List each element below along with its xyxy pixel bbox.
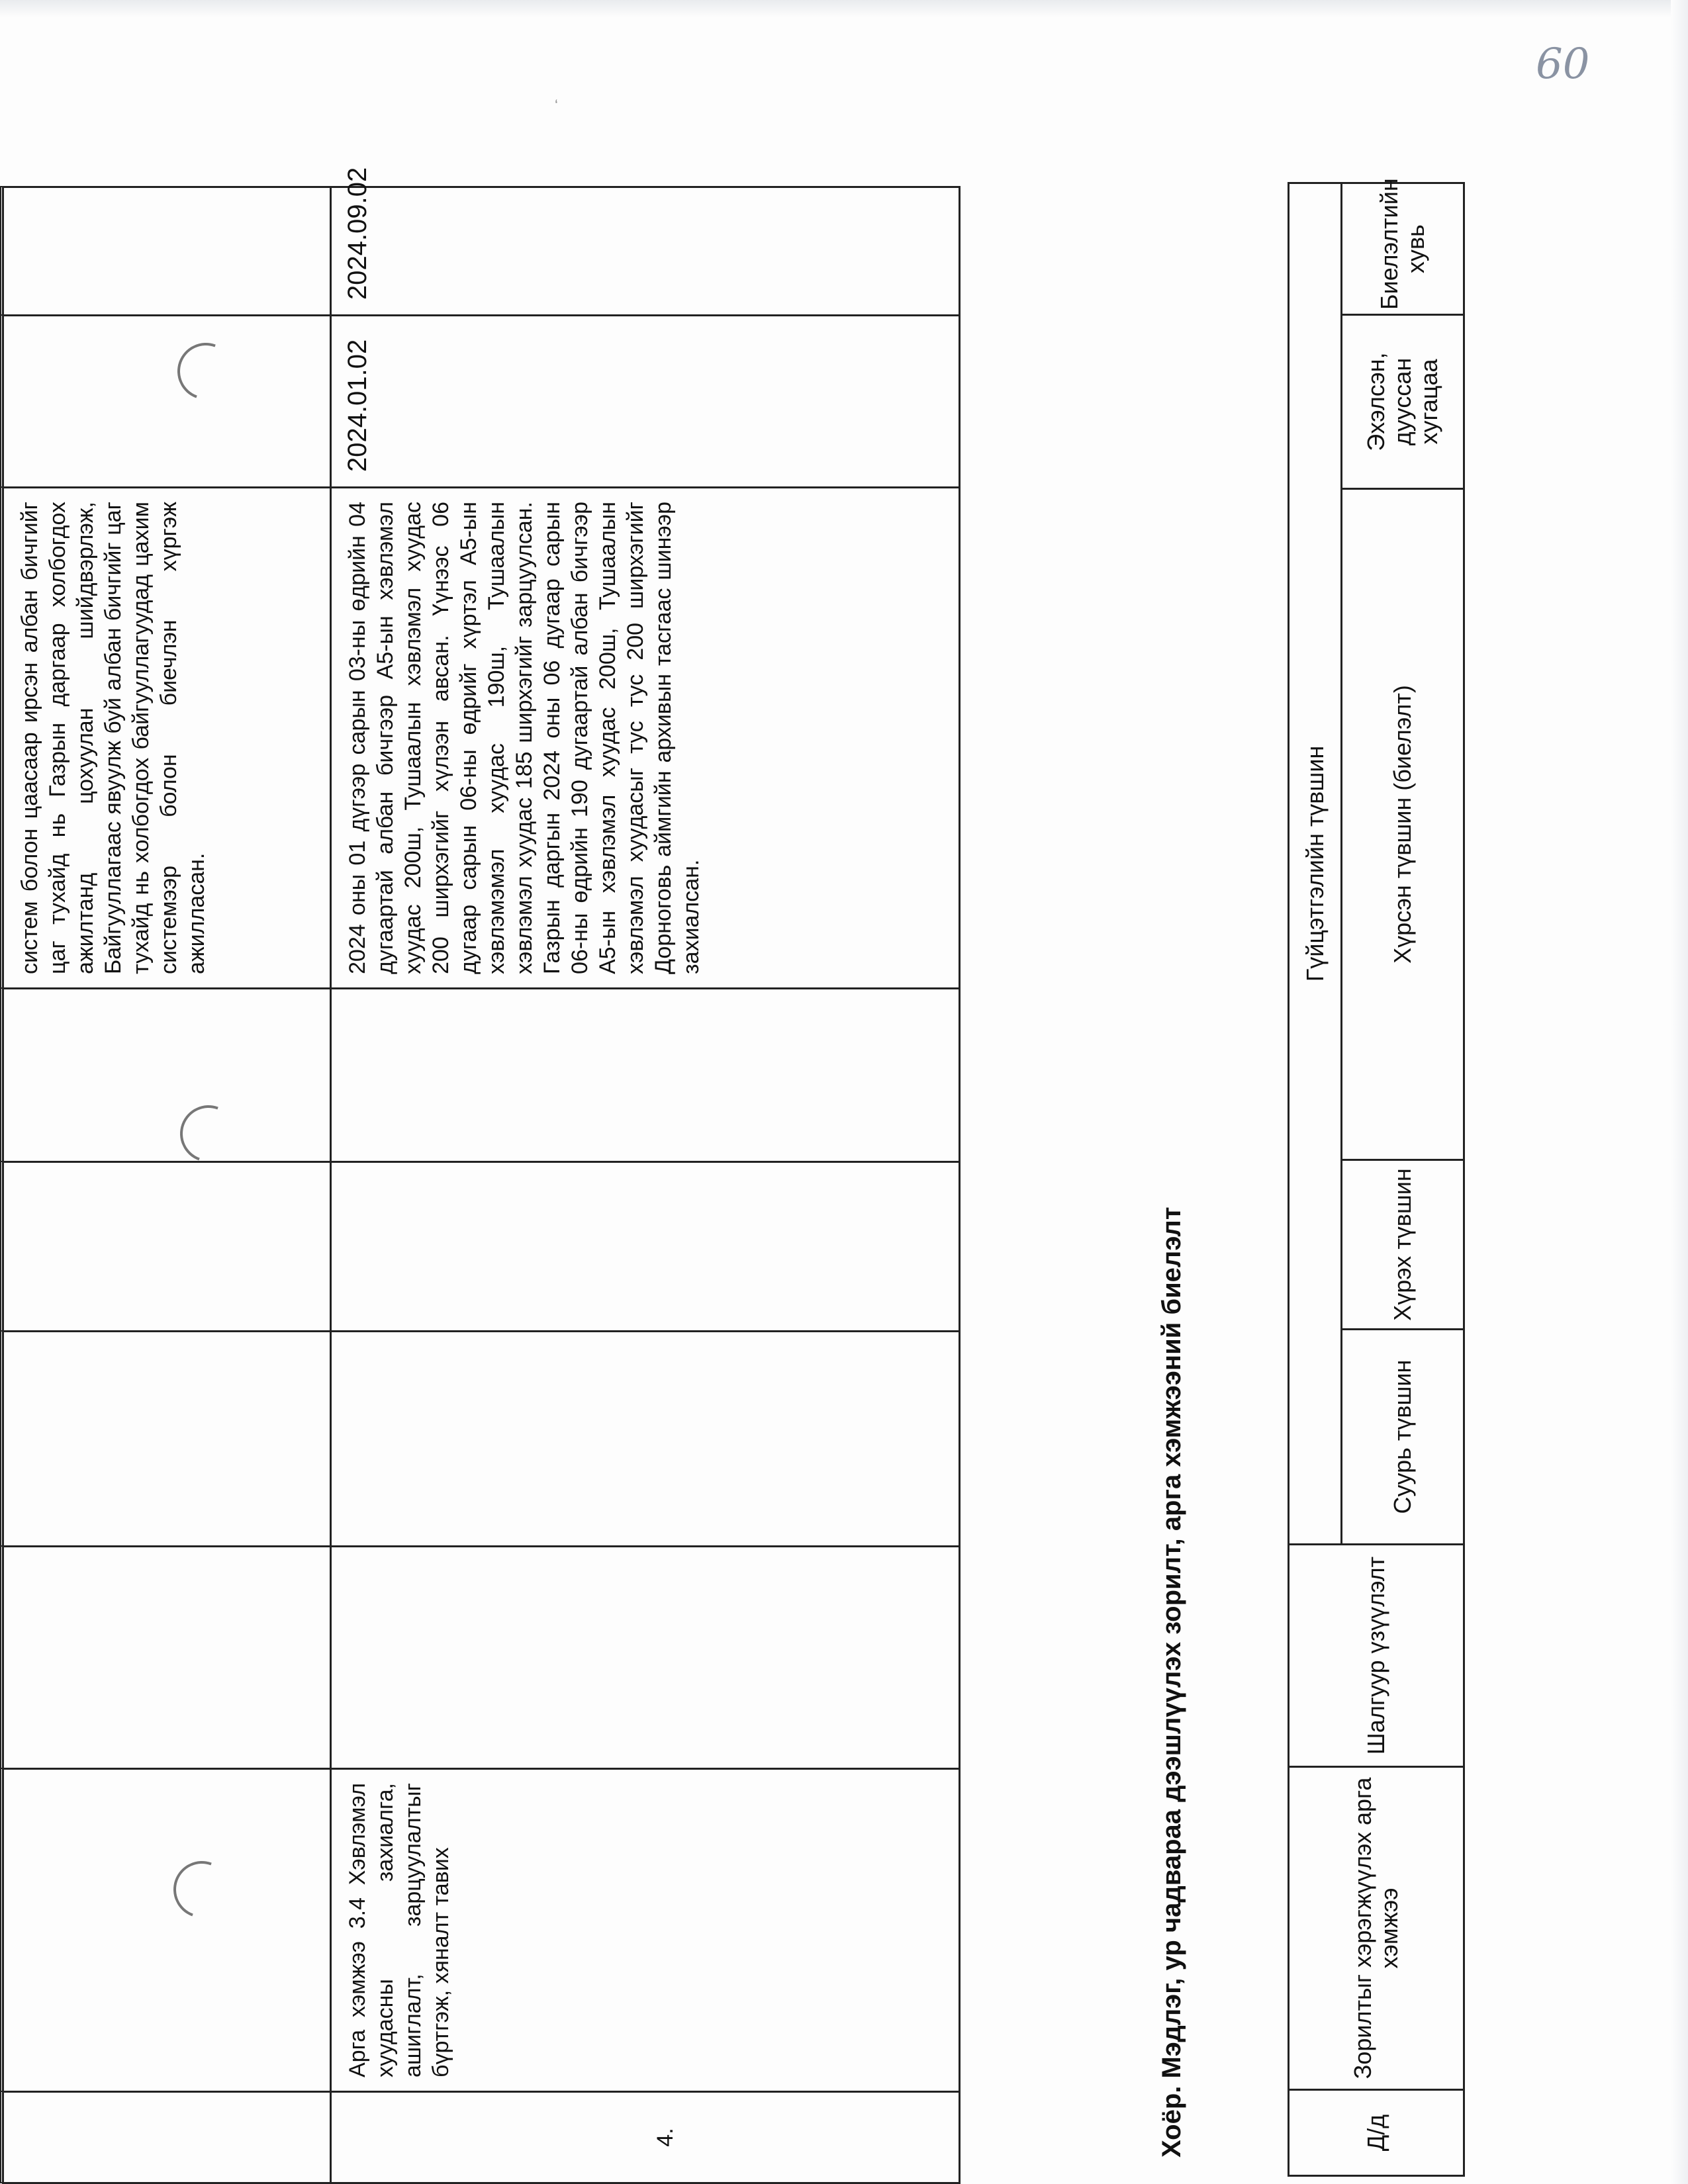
page-number: 60 [1536, 40, 1590, 89]
target-level-cell [3, 1162, 331, 1332]
achievement-cell [331, 488, 960, 989]
header-activity: Зорилтыг хэрэгжүүлэх арга хэмжээ [1289, 1767, 1464, 2090]
table-row [3, 187, 331, 2183]
header-achieved-level: Хүрсэн түвшин (биелэлт) [1342, 489, 1464, 1160]
row-number: 4. [331, 2092, 960, 2183]
base-level-cell [331, 1332, 960, 1547]
indicator-cell [3, 1547, 331, 1769]
start-date-cell [3, 316, 331, 488]
end-date: 2024.09.02 [343, 167, 372, 300]
end-date [4, 188, 28, 314]
target-level-cell [331, 1162, 960, 1332]
measure-cell [331, 1769, 960, 2092]
header-base-level: Суурь түвшин [1342, 1330, 1464, 1545]
empty-cell [3, 989, 331, 1162]
achievement-text: 2024 оны 01 дүгээр сарын 03-ны өдрийн 04 дугаартай албан бичгээр А5-ын хэвлэмэл хуудас 200ш, Тушаалын хэвлэмэл хуудас 200 ширхэгийг хүлээн авсан. Үүнээс 06 дугаар сарын 06-ны өдрийг хүртэл А5-ын хэвлэмэмэл хуудас 190ш, Тушаалын хэвлэмэл хуудас 185 ширхэгийг зарцуулсан. Газрын даргын 2024 оны 06 дугаар сарын 06-ны өдрийн 190 дугаартай албан бичгээр А5-ын хэвлэмэл хуудас 200ш, Тушаалын хэвлэмэл хуудасыг тус тус 200 ширхэгийг Дорноговь аймгийн архивын тасгаас шинээр захиалсан. [345, 502, 704, 974]
row-number [3, 2092, 331, 2183]
empty-cell [331, 989, 960, 1162]
header-completion-percent: Биелэлтийн хувь [1342, 183, 1464, 314]
measure-text: Арга хэмжээ 3.4 Хэвлэмэл хуудасны захиалга, ашиглалт, зарцуулалтыг бүртгэж, хяналт тавих [345, 1783, 453, 2077]
achievement-cell [3, 488, 331, 989]
base-level-cell [3, 1332, 331, 1547]
header-indicator: Шалгуур үзүүлэлт [1289, 1545, 1464, 1767]
activity-table [0, 167, 961, 2184]
table-row [331, 187, 960, 2183]
header-target-level: Хүрэх түвшин [1342, 1160, 1464, 1330]
measure-cell [3, 1769, 331, 2092]
knowledge-table-header [1288, 178, 1465, 2177]
header-performance-level: Гүйцэтгэлийн түвшин [1289, 183, 1342, 1544]
start-date-cell [331, 316, 960, 488]
end-date-cell [3, 187, 331, 316]
achievement-text: систем болон цаасаар ирсэн албан бичгийг цаг тухайд нь Газрын даргаар холбогдох ажилтанд цохуулан шийдвэрлэж, Байгууллагаас явуулж буй албан бичгийг цаг тухайд нь холбогдох байгууллагуудад цахим системээр болон биечлэн хүргэж ажилласан. [17, 502, 209, 974]
section-title: Хоёр. Мэдлэг, ур чадвараа дээшлүүлэх зорилт, арга хэмжээний биелэлт [1157, 1206, 1186, 2158]
end-date-cell [331, 167, 960, 316]
indicator-cell [331, 1547, 960, 1769]
header-num: Д/д [1289, 2090, 1464, 2176]
start-date: 2024.01.02 [343, 339, 372, 472]
start-date [4, 316, 28, 486]
header-period: Эхэлсэн, дууссан хугацаа [1342, 315, 1464, 489]
stray-mark: ‘ [555, 97, 558, 113]
